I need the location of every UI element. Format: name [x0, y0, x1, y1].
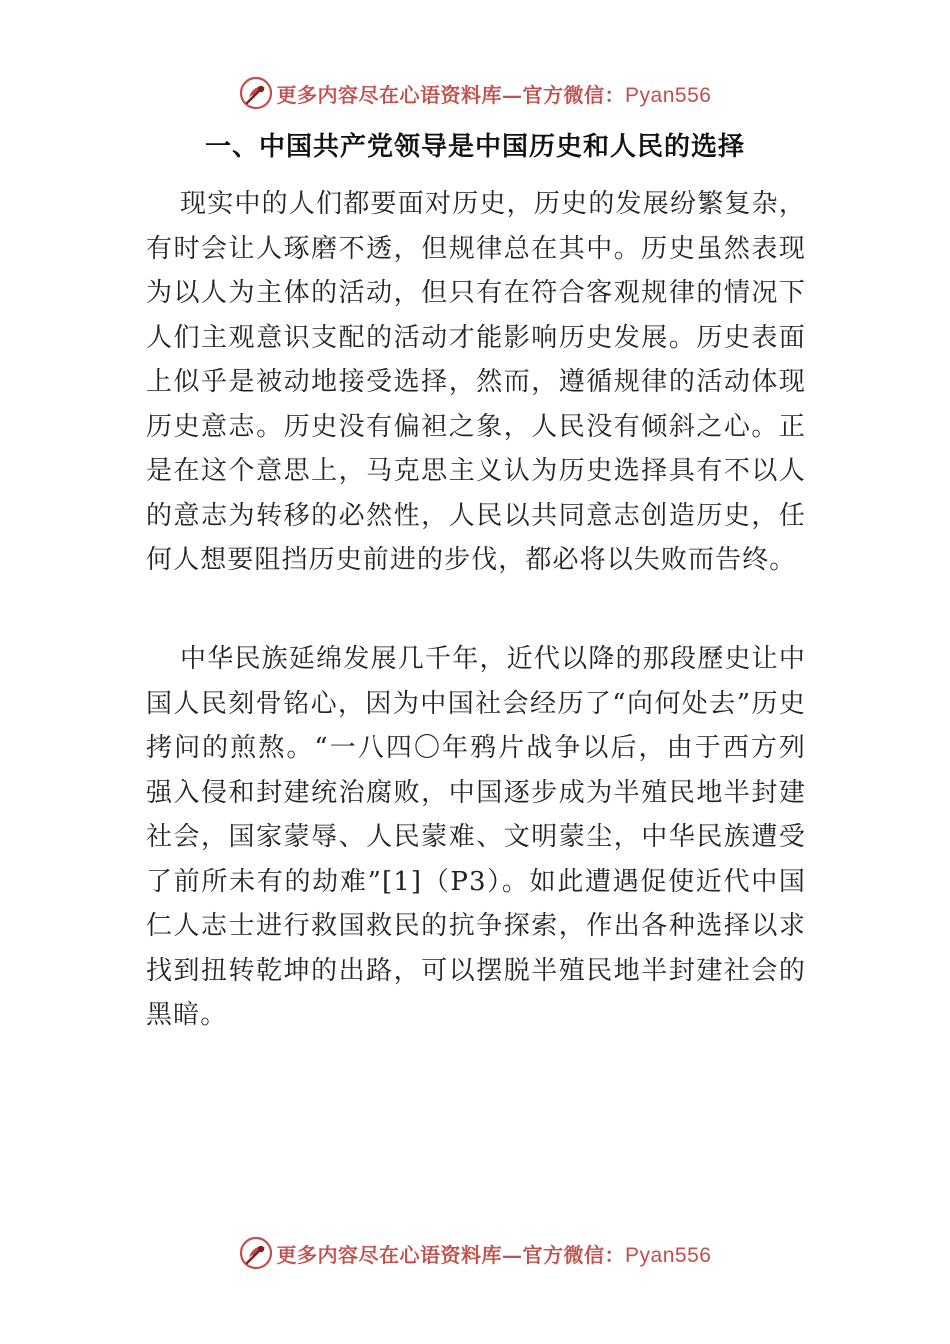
watermark-group [239, 76, 712, 110]
watermark-banner-bottom [0, 1233, 950, 1273]
rose-logo-icon [239, 1236, 273, 1270]
watermark-group [239, 1236, 712, 1270]
watermark-dash: — [502, 82, 523, 107]
rose-logo-icon [239, 76, 273, 110]
watermark-text [277, 79, 712, 108]
watermark-dash: — [502, 1242, 523, 1267]
watermark-lead: 更多内容尽在心语资料库 [276, 1242, 503, 1267]
body-paragraph-1: 现实中的人们都要面对历史，历史的发展纷繁复杂，有时会让人琢磨不透，但规律总在其中。历史虽然表现为以人为主体的活动，但只有在符合客观规律的情况下人们主观意识支配的活动才能影响历史发展。历史表面上似乎是被动地接受选择，然而，遵循规律的活动体现历史意志。历史没有偏袒之象，人民没有倾斜之心。正是在这个意思上，马克思主义认为历史选择具有不以人的意志为转移的必然性，人民以共同意志创造历史，任何人想要阻挡历史前进的步伐，都必将以失败而告终。 [146, 189, 806, 575]
watermark-wechat-label: 官方微信： [522, 1242, 626, 1267]
watermark-wechat-label: 官方微信： [522, 82, 626, 107]
watermark-lead: 更多内容尽在心语资料库 [276, 82, 503, 107]
watermark-handle: Pyan556 [625, 83, 712, 107]
watermark-text [277, 1239, 712, 1268]
body-paragraph-2: 中华民族延绵发展几千年，近代以降的那段歷史让中国人民刻骨铭心，因为中国社会经历了“向何处去”历史拷问的煎熬。“一八四〇年鸦片战争以后，由于西方列强入侵和封建统治腐败，中国逐步成为半殖民地半封建社会，国家蒙辱、人民蒙难、文明蒙尘，中华民族遭受了前所未有的劫难”[1]（P3）。如此遭遇促使近代中国仁人志士进行救国救民的抗争探索，作出各种选择以求找到扭转乾坤的出路，可以摆脱半殖民地半封建社会的黑暗。 [146, 644, 806, 1030]
watermark-handle: Pyan556 [625, 1243, 712, 1267]
watermark-banner-top [0, 73, 950, 113]
section-heading: 一、中国共产党领导是中国历史和人民的选择 [204, 132, 745, 162]
